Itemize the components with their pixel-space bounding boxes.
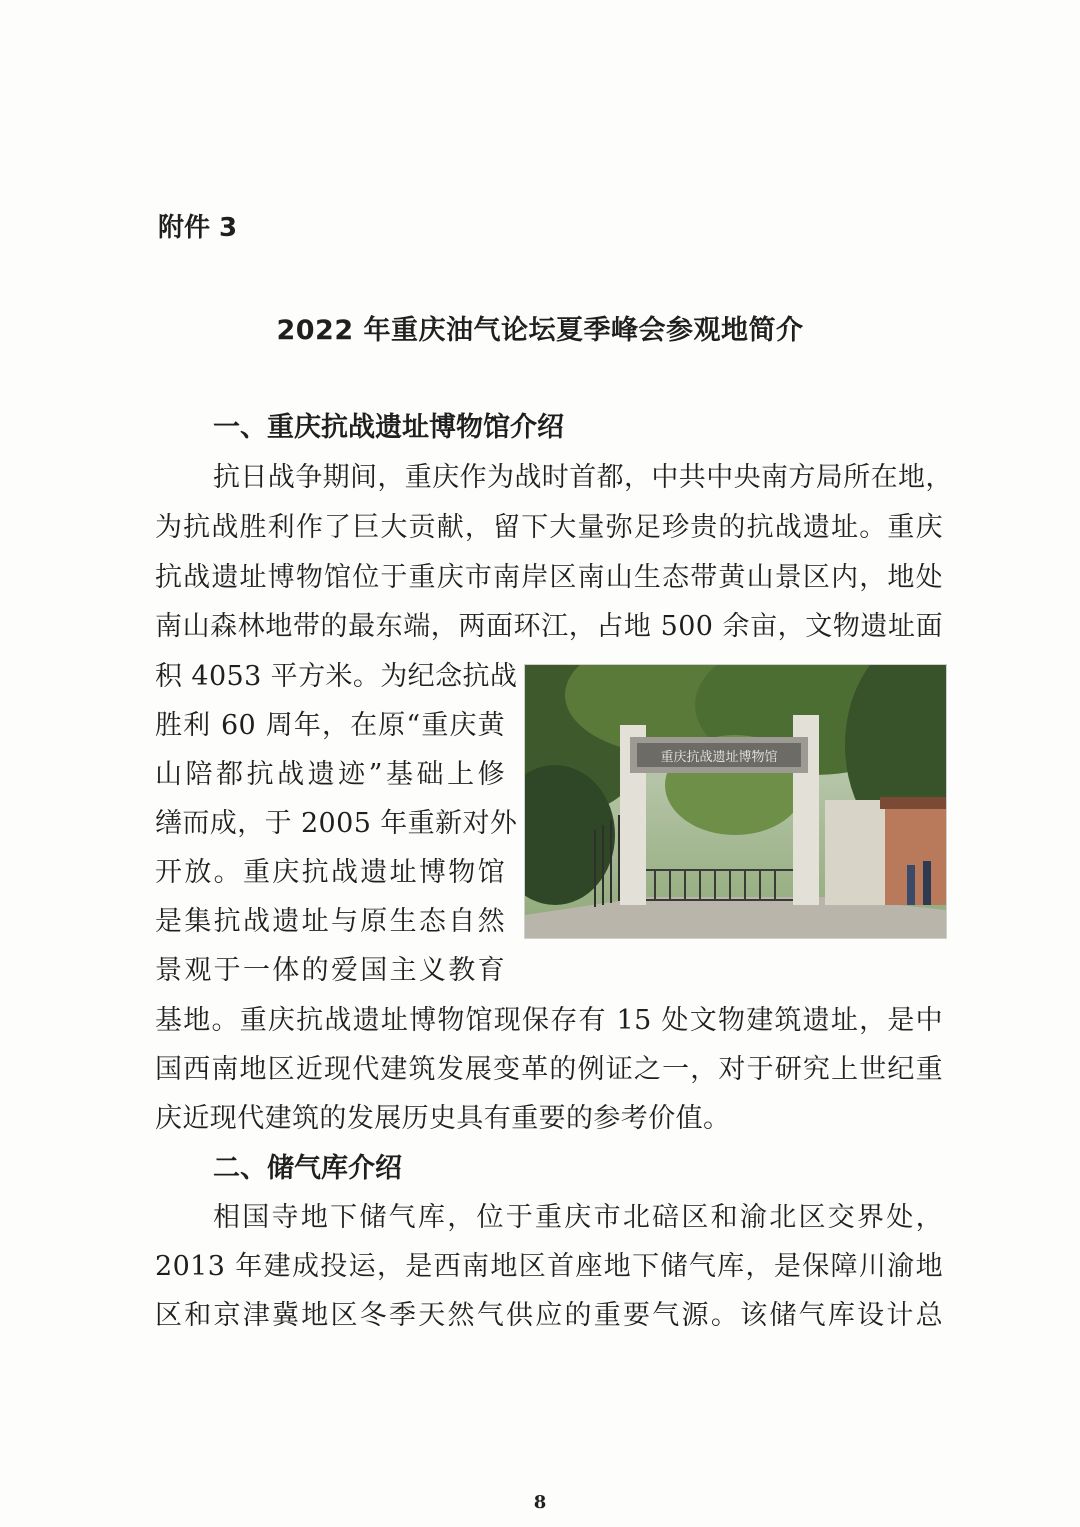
paragraph-line: 抗日战争期间，重庆作为战时首都，中共中央南方局所在地， — [213, 462, 953, 493]
paragraph-line: 为抗战胜利作了巨大贡献，留下大量弥足珍贵的抗战遗址。重庆 — [155, 512, 943, 543]
paragraph-line: 区和京津冀地区冬季天然气供应的重要气源。该储气库设计总 — [155, 1300, 943, 1331]
paragraph-line: 南山森林地带的最东端，两面环江，占地 500 余亩，文物遗址面 — [155, 611, 943, 642]
museum-gate-photo — [524, 664, 947, 939]
paragraph-line: 庆近现代建筑的发展历史具有重要的参考价值。 — [155, 1103, 731, 1134]
section-2-heading: 二、储气库介绍 — [213, 1153, 402, 1184]
paragraph-line: 国西南地区近现代建筑发展变革的例证之一，对于研究上世纪重 — [155, 1054, 943, 1085]
paragraph-line: 积 4053 平方米。为纪念抗战 — [155, 661, 518, 692]
paragraph-line: 2013 年建成投运，是西南地区首座地下储气库，是保障川渝地 — [155, 1251, 943, 1282]
gate-sign-text: 重庆抗战遗址博物馆 — [660, 750, 778, 765]
paragraph-line: 是集抗战遗址与原生态自然 — [155, 906, 505, 937]
document-title: 2022 年重庆油气论坛夏季峰会参观地简介 — [276, 315, 804, 346]
paragraph-line: 山陪都抗战遗迹”基础上修 — [155, 759, 505, 790]
page-number: 8 — [533, 1492, 547, 1513]
paragraph-line: 胜利 60 周年，在原“重庆黄 — [155, 710, 505, 741]
paragraph-line: 缮而成，于 2005 年重新对外 — [155, 808, 518, 839]
paragraph-line: 景观于一体的爱国主义教育 — [155, 955, 505, 986]
paragraph-line: 开放。重庆抗战遗址博物馆 — [155, 857, 505, 888]
paragraph-line: 基地。重庆抗战遗址博物馆现保存有 15 处文物建筑遗址，是中 — [155, 1005, 943, 1036]
paragraph-line: 抗战遗址博物馆位于重庆市南岸区南山生态带黄山景区内，地处 — [155, 562, 943, 593]
section-1-heading: 一、重庆抗战遗址博物馆介绍 — [213, 412, 564, 443]
attachment-label: 附件 3 — [158, 213, 238, 243]
paragraph-line: 相国寺地下储气库，位于重庆市北碚区和渝北区交界处， — [213, 1202, 943, 1233]
